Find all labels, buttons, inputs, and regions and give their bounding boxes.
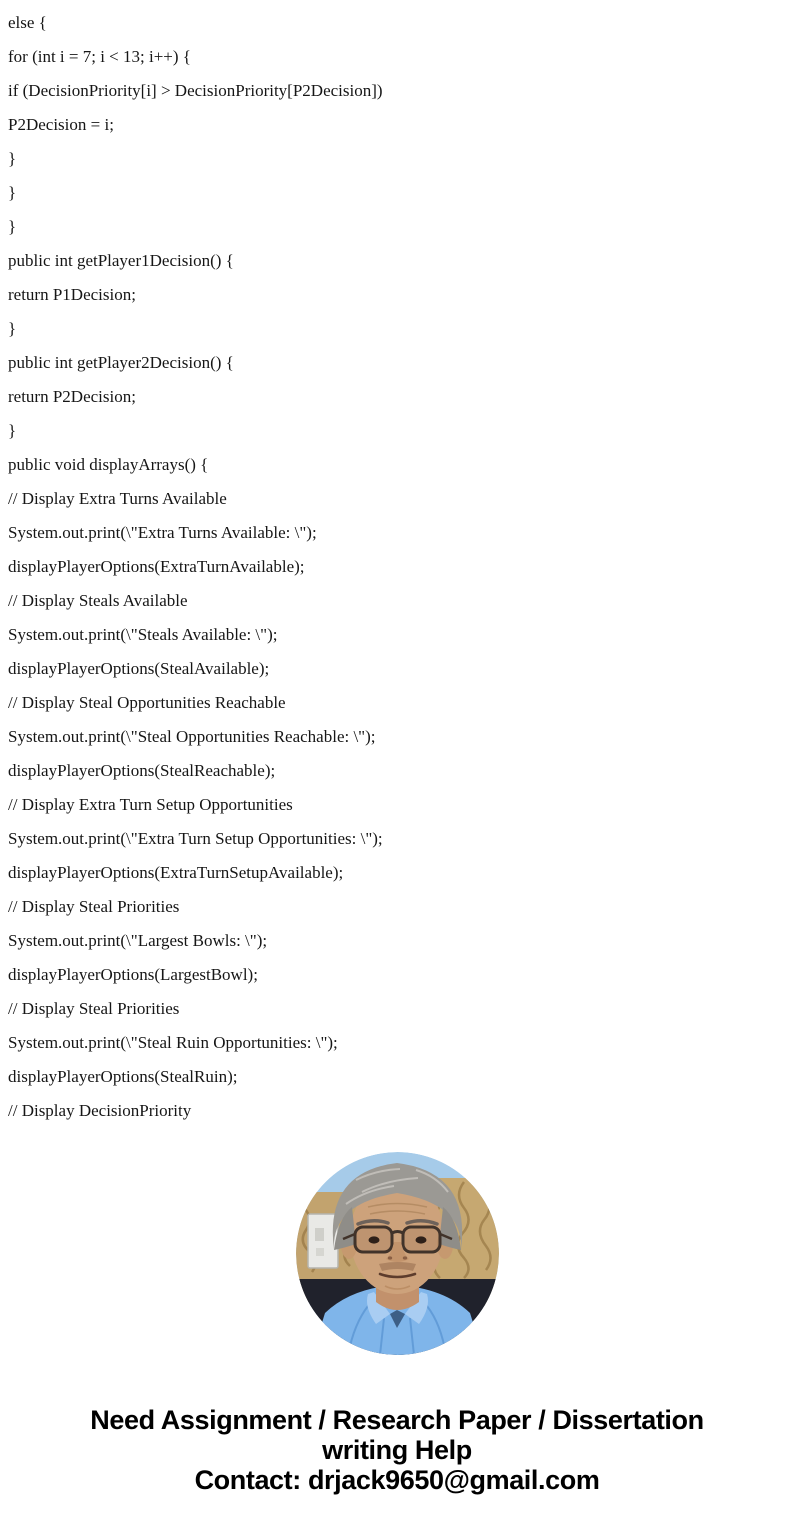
code-line: System.out.print(\"Steal Opportunities Reachable: \"); [8, 727, 376, 746]
code-line: displayPlayerOptions(ExtraTurnAvailable); [8, 557, 305, 576]
code-line: for (int i = 7; i < 13; i++) { [8, 47, 191, 66]
code-line: System.out.print(\"Steal Ruin Opportunities: \"); [8, 1033, 338, 1052]
code-line: System.out.print(\"Largest Bowls: \"); [8, 931, 268, 950]
code-line: System.out.print(\"Extra Turns Available: \"); [8, 523, 317, 542]
code-line: else { [8, 13, 47, 32]
code-line: } [8, 217, 17, 236]
footer-heading-line1: Need Assignment / Research Paper / Dissertation [90, 1405, 704, 1435]
code-line: displayPlayerOptions(StealReachable); [8, 761, 276, 780]
footer-contact-email: Contact: drjack9650@gmail.com [194, 1465, 600, 1495]
code-line: } [8, 149, 17, 168]
code-line: System.out.print(\"Extra Turn Setup Opportunities: \"); [8, 829, 383, 848]
footer-ad [0, 1405, 794, 1495]
code-line: System.out.print(\"Steals Available: \"); [8, 625, 278, 644]
code-line: // Display Steal Priorities [8, 999, 180, 1018]
code-line: displayPlayerOptions(StealAvailable); [8, 659, 270, 678]
code-line: // Display DecisionPriority [8, 1101, 192, 1120]
code-line: public int getPlayer2Decision() { [8, 353, 234, 372]
code-line: // Display Steals Available [8, 591, 188, 610]
code-line: } [8, 183, 17, 202]
code-line: return P2Decision; [8, 387, 136, 406]
code-line: } [8, 319, 17, 338]
code-line: return P1Decision; [8, 285, 136, 304]
code-line: // Display Steal Opportunities Reachable [8, 693, 286, 712]
code-line: public void displayArrays() { [8, 455, 209, 474]
code-line: // Display Steal Priorities [8, 897, 180, 916]
code-line: displayPlayerOptions(LargestBowl); [8, 965, 258, 984]
code-line: displayPlayerOptions(StealRuin); [8, 1067, 238, 1086]
code-line: if (DecisionPriority[i] > DecisionPriority[P2Decision]) [8, 81, 383, 100]
code-line: P2Decision = i; [8, 115, 114, 134]
code-line: // Display Extra Turn Setup Opportunities [8, 795, 293, 814]
code-line: // Display Extra Turns Available [8, 489, 227, 508]
code-line: } [8, 421, 17, 440]
code-line: public int getPlayer1Decision() { [8, 251, 234, 270]
person-avatar-image [296, 1152, 499, 1355]
code-line: displayPlayerOptions(ExtraTurnSetupAvailable); [8, 863, 344, 882]
footer-heading-line2: writing Help [322, 1435, 472, 1465]
person-avatar [296, 1152, 499, 1355]
